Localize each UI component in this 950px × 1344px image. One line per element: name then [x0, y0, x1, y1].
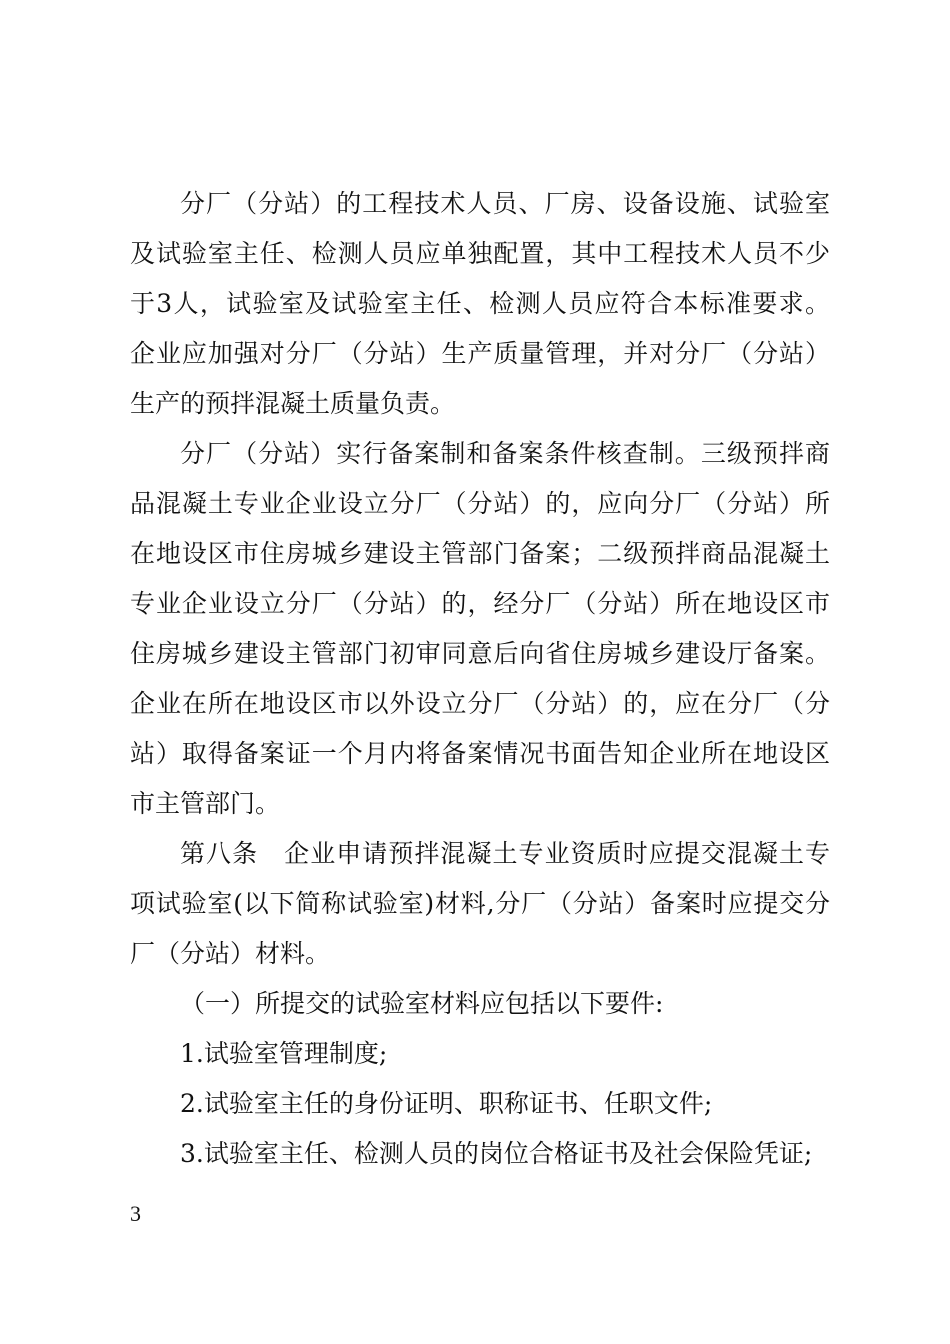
paragraph-1-line-1: 分厂（分站）的工程技术人员、厂房、设备设施、试验室 — [180, 189, 830, 218]
paragraph-2-line-4: 专业企业设立分厂（分站）的，经分厂（分站）所在地设区市 — [130, 589, 830, 618]
paragraph-2-line-3: 在地设区市住房城乡建设主管部门备案；二级预拌商品混凝土 — [130, 539, 830, 568]
section-1-heading: （一）所提交的试验室材料应包括以下要件: — [180, 989, 664, 1018]
paragraph-2-line-5: 住房城乡建设主管部门初审同意后向省住房城乡建设厅备案。 — [130, 639, 830, 668]
paragraph-2-line-8: 市主管部门。 — [130, 789, 281, 818]
list-item-1: 1.试验室管理制度; — [180, 1039, 388, 1068]
paragraph-2-line-2: 品混凝土专业企业设立分厂（分站）的，应向分厂（分站）所 — [130, 489, 830, 518]
page-number: 3 — [130, 1201, 141, 1226]
paragraph-1-line-3: 于3人，试验室及试验室主任、检测人员应符合本标准要求。 — [130, 289, 830, 318]
list-item-3: 3.试验室主任、检测人员的岗位合格证书及社会保险凭证; — [180, 1139, 813, 1168]
paragraph-2-line-1: 分厂（分站）实行备案制和备案条件核查制。三级预拌商 — [180, 439, 830, 468]
paragraph-2-line-6: 企业在所在地设区市以外设立分厂（分站）的，应在分厂（分 — [130, 689, 830, 718]
article-8-line-2: 项试验室(以下简称试验室)材料,分厂（分站）备案时应提交分 — [130, 889, 830, 918]
list-item-2: 2.试验室主任的身份证明、职称证书、任职文件; — [180, 1089, 713, 1118]
article-8-line-3: 厂（分站）材料。 — [130, 939, 331, 968]
paragraph-1-line-4: 企业应加强对分厂（分站）生产质量管理，并对分厂（分站） — [130, 339, 830, 368]
paragraph-1-line-5: 生产的预拌混凝土质量负责。 — [130, 389, 456, 418]
paragraph-1-line-2: 及试验室主任、检测人员应单独配置，其中工程技术人员不少 — [130, 239, 830, 268]
paragraph-2-line-7: 站）取得备案证一个月内将备案情况书面告知企业所在地设区 — [130, 739, 830, 768]
article-8-line-1: 第八条 企业申请预拌混凝土专业资质时应提交混凝土专 — [180, 839, 830, 868]
